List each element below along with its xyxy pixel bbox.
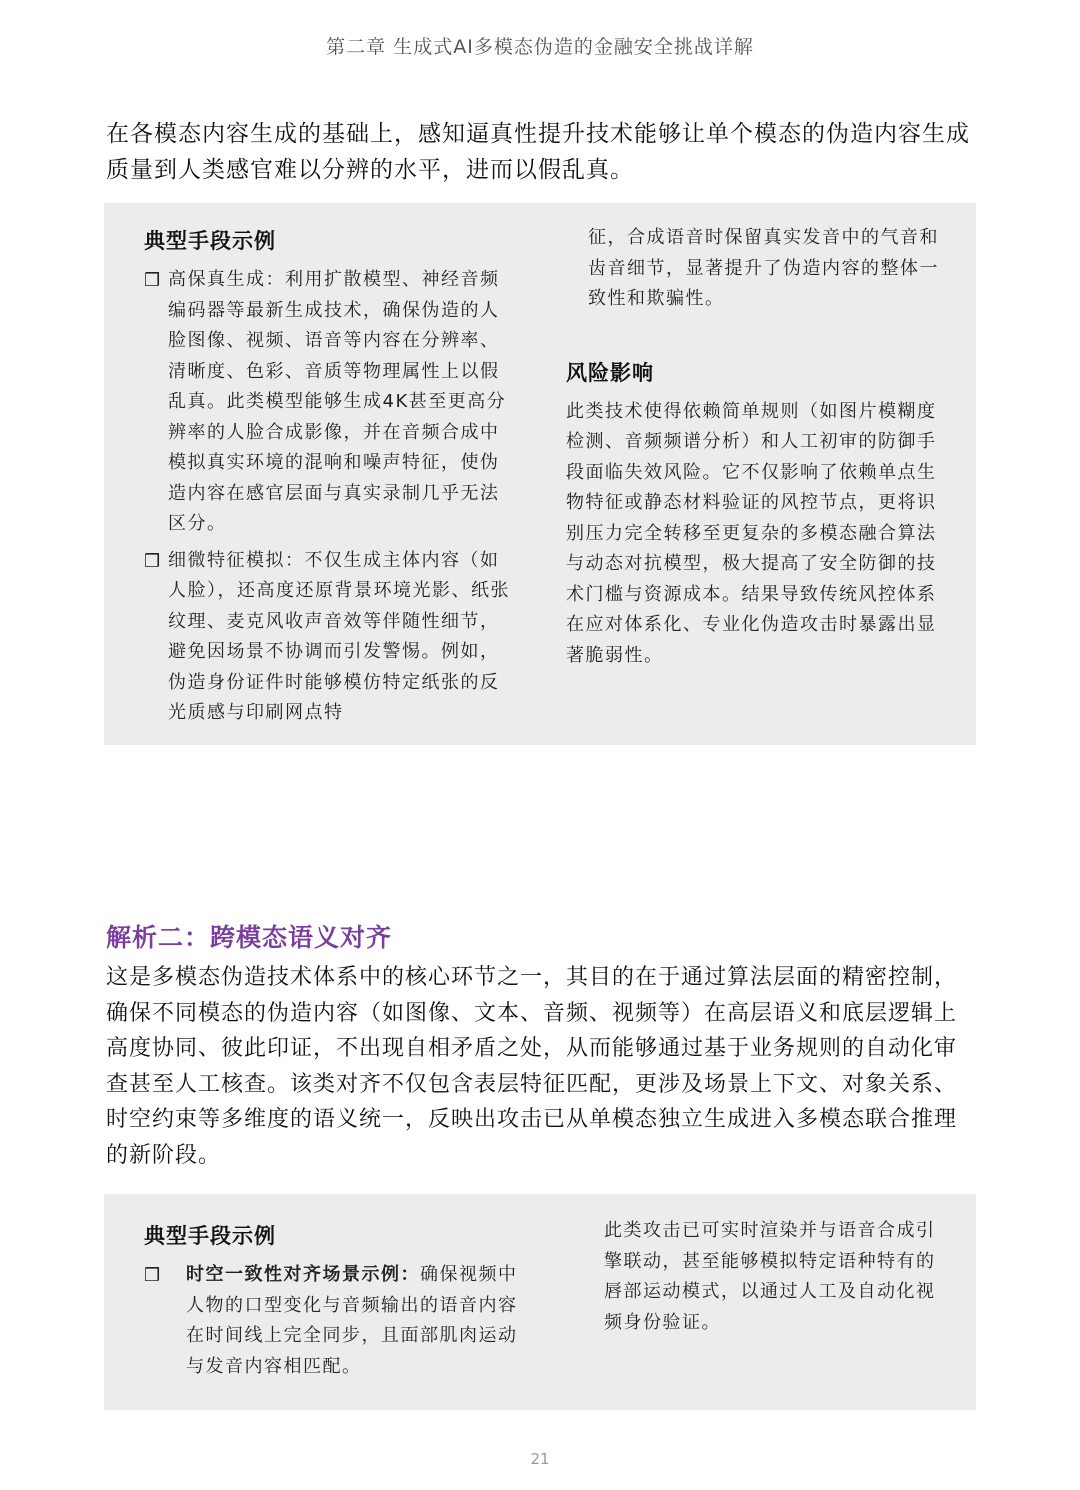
intro-paragraph: 在各模态内容生成的基础上，感知逼真性提升技术能够让单个模态的伪造内容生成质量到人类感官难以分辨的水平，进而以假乱真。 xyxy=(106,121,970,183)
section-paragraph: 这是多模态伪造技术体系中的核心环节之一，其目的在于通过算法层面的精密控制，确保不同模态的伪造内容（如图像、文本、音频、视频等）在高层语义和底层逻辑上高度协同、彼此印证，不出现自相矛盾之处，从而能够通过基于业务规则的自动化审查甚至人工核查。该类对齐不仅包含表层特征匹配，更涉及场景上下文、对象关系、时空约束等多维度的语义统一，反映出攻击已从单模态独立生成进入多模态联合推理的新阶段。 xyxy=(106,965,958,1168)
bullet-text: 细微特征模拟：不仅生成主体内容（如人脸），还高度还原背景环境光影、纸张纹理、麦克风收声音效等伴随性细节，避免因场景不协调而引发警惕。例如，伪造身份证件时能够模仿特定纸张的反光质感与印刷网点特 xyxy=(168,549,510,723)
examples-left-column xyxy=(144,225,516,735)
box-heading-examples: 典型手段示例 xyxy=(144,1224,276,1248)
bullet-lead: 时空一致性对齐场景示例： xyxy=(186,1264,420,1285)
checkbox-bullet-icon: ❒ xyxy=(144,550,162,572)
continuation-text: 征，合成语音时保留真实发音中的气音和齿音细节，显著提升了伪造内容的整体一致性和欺骗性。 xyxy=(588,227,939,309)
bullet-temporal-alignment xyxy=(144,1260,524,1382)
checkbox-bullet-icon: ❒ xyxy=(144,270,162,291)
checkbox-bullet-icon: ❒ xyxy=(144,1265,162,1286)
examples-right-column xyxy=(604,1216,946,1338)
risk-paragraph: 此类技术使得依赖简单规则（如图片模糊度检测、音频频谱分析）和人工初审的防御手段面临失效风险。它不仅影响了依赖单点生物特征或静态材料验证的风控节点，更将识别压力完全转移至更复杂的多模态融合算法与动态对抗模型，极大提高了安全防御的技术门槛与资源成本。结果导致传统风控体系在应对体系化、专业化伪造攻击时暴露出显著脆弱性。 xyxy=(566,400,937,666)
bullet-fine-detail xyxy=(144,546,516,729)
section-heading: 解析二：跨模态语义对齐 xyxy=(106,923,393,952)
running-header: 第二章 生成式AI多模态伪造的金融安全挑战详解 xyxy=(326,36,754,58)
continuation-text: 此类攻击已可实时渲染并与语音合成引擎联动，甚至能够模拟特定语种特有的唇部运动模式，以通过人工及自动化视频身份验证。 xyxy=(604,1220,936,1333)
page-number: 21 xyxy=(530,1450,550,1468)
examples-left-column xyxy=(144,1220,524,1388)
box-heading-examples: 典型手段示例 xyxy=(144,229,276,253)
bullet-text: 高保真生成：利用扩散模型、神经音频编码器等最新生成技术，确保伪造的人脸图像、视频、语音等内容在分辨率、清晰度、色彩、音质等物理属性上以假乱真。此类模型能够生成4K甚至更高分辨率的人脸合成影像，并在音频合成中模拟真实环境的混响和噪声特征，使伪造内容在感官层面与真实录制几乎无法区分。 xyxy=(168,269,507,534)
bullet-text: 确保视频中人物的口型变化与音频输出的语音内容在时间线上完全同步，且面部肌肉运动与发音内容相匹配。 xyxy=(186,1264,518,1377)
examples-box-2 xyxy=(104,1194,976,1410)
examples-box-1 xyxy=(104,203,976,745)
examples-right-column xyxy=(566,223,946,671)
bullet-high-fidelity xyxy=(144,265,516,540)
box-heading-risk: 风险影响 xyxy=(566,360,654,385)
